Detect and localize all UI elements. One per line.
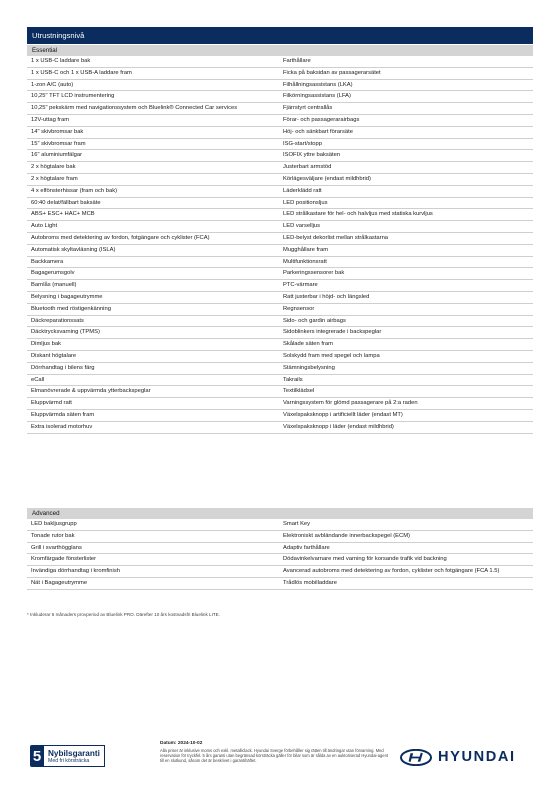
footnote: * Inkluderar 6 månaders provperiod av Bluelink PRO. Därefter 10 års kostnadsfri Bluelink LITE.	[27, 612, 221, 617]
feature-left: Grill i svarthögglans	[31, 544, 82, 551]
feature-left: 4 x elfönsterhissar (fram och bak)	[31, 187, 118, 194]
table-row	[27, 410, 533, 422]
advanced-section	[27, 508, 533, 590]
table-row	[27, 386, 533, 398]
feature-right: LED strålkastare för hel- och halvljus med statiska kurvljus	[283, 211, 433, 218]
feature-left: Däcktrycksvarning (TPMS)	[31, 329, 100, 336]
feature-right: Sidoblinkers integrerade i backspeglar	[283, 329, 382, 336]
feature-right: Dödavinkelvarnare med varning för korsande trafik vid backning	[283, 556, 447, 563]
feature-left: 14" skivbromsar bak	[31, 128, 84, 135]
table-row	[27, 68, 533, 80]
feature-right: Sido- och gardin airbags	[283, 317, 346, 324]
feature-right: PTC-värmare	[283, 282, 318, 289]
feature-right: Farthållare	[283, 58, 311, 64]
feature-right: Takrails	[283, 376, 303, 383]
table-row	[27, 268, 533, 280]
table-row	[27, 531, 533, 543]
brand-logo	[400, 747, 536, 767]
feature-right: Ratt justerbar i höjd- och längsled	[283, 293, 370, 300]
warranty-subtitle: Med fri körsträcka	[48, 757, 90, 764]
table-row	[27, 578, 533, 590]
feature-left: Eluppvärmd ratt	[31, 400, 72, 407]
table-row	[27, 519, 533, 531]
feature-left: 10,25" pekskärm med navigationssystem och Bluelink® Connected Car services	[31, 105, 238, 112]
warranty-badge	[30, 745, 150, 767]
feature-right: LED positionsljus	[283, 199, 328, 206]
feature-right: Filhållningsassistans (LKA)	[283, 81, 353, 88]
table-row	[27, 115, 533, 127]
table-row	[27, 566, 533, 578]
table-row	[27, 127, 533, 139]
feature-right: Avancerad autobroms med detektering av fordon, cyklister och fotgängare (FCA 1.5)	[283, 568, 500, 575]
table-row	[27, 186, 533, 198]
feature-right: Förar- och passagerarairbags	[283, 116, 360, 123]
legal-disclaimer: Alla priser är inklusive moms och exkl. metalliclack. Hyundai Sverge förbehåller sig rätten till ändringar utan förvarning. Med reservation för tryckfel. 5 års garanti utan begränsad körsträcka gäller för bilar som är sålda av en auktoriserad Hyundai-agent till en slutkund, såsom det är beskrivet i garantihäftet.	[160, 748, 388, 764]
feature-left: 12V-uttag fram	[31, 116, 70, 123]
table-row	[27, 316, 533, 328]
table-row	[27, 280, 533, 292]
feature-left: Bagagerumsgolv	[31, 270, 75, 277]
essential-section	[27, 45, 533, 434]
table-row	[27, 351, 533, 363]
feature-left: Autobroms med detektering av fordon, fotgängare och cyklister (FCA)	[31, 234, 210, 241]
feature-left: Elmanövrerade & uppvärmda ytterbackspeglar	[31, 388, 151, 395]
table-row	[27, 398, 533, 410]
feature-left: Invändiga dörrhandtag i kromfinish	[31, 568, 120, 575]
advanced-table	[27, 519, 533, 590]
feature-left: Tonade rutor bak	[31, 532, 75, 539]
feature-left: Däckreparationssats	[31, 317, 84, 324]
feature-left: 1 x USB-C laddare bak	[31, 58, 91, 64]
feature-right: LED varselljus	[283, 223, 321, 230]
section-header-advanced: Advanced	[27, 508, 533, 519]
table-row	[27, 174, 533, 186]
feature-left: Backkamera	[31, 258, 64, 265]
section-header-essential: Essential	[27, 45, 533, 56]
feature-right: Trådlös mobilladdare	[283, 579, 337, 586]
feature-left: Eluppvärmda säten fram	[31, 411, 95, 418]
brand-name: HYUNDAI	[438, 749, 516, 765]
table-row	[27, 80, 533, 92]
table-row	[27, 554, 533, 566]
feature-left: Extra isolerad motorhuv	[31, 423, 93, 430]
table-row	[27, 162, 533, 174]
feature-right: Höj- och sänkbart förarsäte	[283, 128, 353, 135]
table-row	[27, 327, 533, 339]
table-row	[27, 339, 533, 351]
table-row	[27, 221, 533, 233]
document-date: Datum: 2024-10-02	[160, 741, 203, 746]
feature-right: Stämningsbelysning	[283, 364, 335, 371]
feature-left: Dörrhandtag i bilens färg	[31, 364, 95, 371]
feature-right: Smart Key	[283, 521, 311, 527]
feature-left: Automatisk skyltavläsning (ISLA)	[31, 246, 116, 253]
feature-right: Justerbart armstöd	[283, 164, 332, 171]
feature-right: Mugghållare fram	[283, 246, 329, 253]
table-row	[27, 375, 533, 387]
warranty-text	[44, 745, 105, 767]
warranty-years: 5	[30, 745, 44, 767]
feature-left: 1-zon A/C (auto)	[31, 81, 74, 88]
page-title: Utrustningsnivå	[27, 27, 533, 44]
feature-left: Dimljus bak	[31, 341, 61, 348]
feature-right: Skålade säten fram	[283, 341, 333, 348]
feature-right: Solskydd fram med spegel och lampa	[283, 352, 380, 359]
feature-right: Regnsensor	[283, 305, 315, 312]
legal-block	[160, 741, 390, 763]
feature-right: Ficka på baksidan av passagerarsätet	[283, 69, 381, 76]
feature-right: Parkeringssensorer bak	[283, 270, 345, 277]
table-row	[27, 198, 533, 210]
feature-left: Kromfärgade fönsterlister	[31, 556, 97, 563]
table-row	[27, 233, 533, 245]
feature-left: Diskant högtalare	[31, 352, 77, 359]
table-row	[27, 422, 533, 434]
feature-left: Barnlås (manuell)	[31, 282, 77, 289]
table-row	[27, 363, 533, 375]
feature-right: Filkörningsassistans (LFA)	[283, 93, 351, 100]
feature-left: 1 x USB-C och 1 x USB-A laddare fram	[31, 69, 132, 76]
feature-right: LED-belyst dekorlist mellan strålkastarna	[283, 234, 389, 241]
feature-right: Varningssystem för glömd passagerare på 2:a raden	[283, 400, 418, 407]
feature-right: ISG-start/stopp	[283, 140, 322, 147]
feature-left: Bluetooth med röstigenkänning	[31, 305, 111, 312]
table-row	[27, 150, 533, 162]
table-row	[27, 304, 533, 316]
feature-left: Belysning i bagageutrymme	[31, 293, 103, 300]
table-row	[27, 543, 533, 555]
feature-right: Fjärrstyrt centrallås	[283, 105, 333, 112]
feature-right: Växelspaksknopp i artificiellt läder (endast MT)	[283, 411, 403, 418]
table-row	[27, 292, 533, 304]
feature-right: Adaptiv farthållare	[283, 544, 330, 551]
table-row	[27, 91, 533, 103]
feature-left: 2 x högtalare bak	[31, 164, 76, 171]
table-row	[27, 257, 533, 269]
feature-left: Auto Light	[31, 223, 58, 230]
feature-right: Multifunktionsratt	[283, 258, 327, 265]
warranty-title: Nybilsgaranti	[48, 748, 100, 758]
feature-left: 16" aluminiumfälgar	[31, 152, 83, 159]
table-row	[27, 245, 533, 257]
hyundai-logo-icon	[400, 749, 432, 766]
table-row	[27, 56, 533, 68]
feature-left: 10,25" TFT LCD instrumentering	[31, 93, 115, 100]
feature-left: 60:40 delat/fällbart baksäte	[31, 199, 101, 206]
feature-left: 15" skivbromsar fram	[31, 140, 86, 147]
essential-table	[27, 56, 533, 434]
table-row	[27, 103, 533, 115]
table-row	[27, 209, 533, 221]
feature-right: ISOFIX yttre baksäten	[283, 152, 341, 159]
feature-right: Textilklädsel	[283, 388, 315, 395]
feature-left: LED bakljusgrupp	[31, 521, 77, 527]
feature-right: Elektroniskt avbländande innerbackspegel (ECM)	[283, 532, 410, 539]
feature-left: ABS+ ESC+ HAC+ MCB	[31, 211, 95, 218]
table-row	[27, 139, 533, 151]
feature-left: eCall	[31, 376, 45, 383]
feature-left: 2 x högtalare fram	[31, 175, 78, 182]
feature-right: Läderklädd ratt	[283, 187, 322, 194]
feature-right: Körlägesväljare (endast mildhbrid)	[283, 175, 371, 182]
feature-left: Nät i Bagageutrymme	[31, 579, 88, 586]
feature-right: Växelspaksknopp i läder (endast mildhbrid)	[283, 423, 394, 430]
